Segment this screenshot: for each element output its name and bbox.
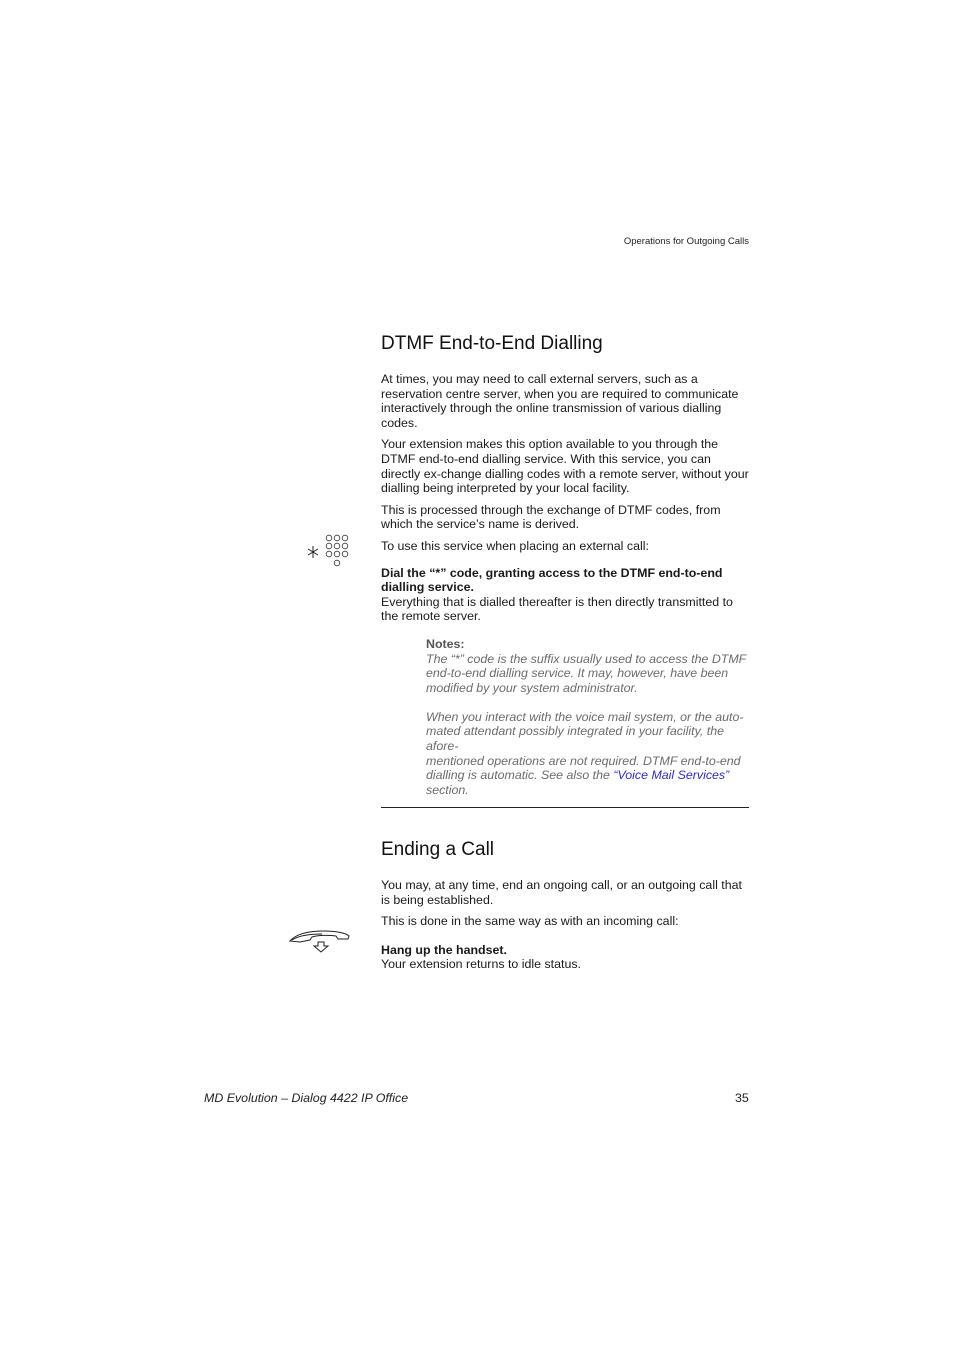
hang-up-handset-icon xyxy=(286,928,352,961)
dtmf-para-4: To use this service when placing an external call: xyxy=(381,538,649,553)
section-divider xyxy=(381,807,749,808)
note-2-line-1: When you interact with the voice mail system, or the auto-mated attendant possibly integrated in your facility, the afore- xyxy=(426,709,744,754)
dtmf-para-3: This is processed through the exchange of DTMF codes, from which the service’s name is derived. xyxy=(381,502,721,532)
dtmf-title: DTMF End-to-End Dialling xyxy=(381,333,603,354)
footer-page-number: 35 xyxy=(735,1091,749,1105)
running-header: Operations for Outgoing Calls xyxy=(623,236,749,247)
dtmf-step-text: Everything that is dialled thereafter is then directly transmitted to the remote server. xyxy=(381,594,733,624)
ending-para-2: This is done in the same way as with an incoming call: xyxy=(381,914,679,929)
note-2-suffix: section. xyxy=(426,782,469,797)
keypad-icon xyxy=(324,533,352,574)
footer-doc-title: MD Evolution – Dialog 4422 IP Office xyxy=(204,1091,409,1105)
dtmf-step-title: Dial the “*” code, granting access to the DTMF end-to-end dialling service. xyxy=(381,565,723,595)
dtmf-section xyxy=(381,333,749,797)
dtmf-para-2: Your extension makes this option available to you through the DTMF end-to-end dialling service. With this service, you can directly ex-change dialling codes with a remote server, without your dialling being interpreted by your local facility. xyxy=(381,437,749,496)
ending-para-1: You may, at any time, end an ongoing call, or an outgoing call that is being established. xyxy=(381,878,742,907)
ending-title: Ending a Call xyxy=(381,839,495,860)
notes-title: Notes: xyxy=(426,636,465,651)
voice-mail-services-link[interactable]: “Voice Mail Services” xyxy=(613,768,730,783)
dtmf-para-1: At times, you may need to call external servers, such as a reservation centre server, when you are required to communicate interactively through the online transmission of various dialling codes. xyxy=(381,372,739,430)
star-key-icon xyxy=(306,545,320,564)
ending-section xyxy=(381,839,749,979)
dtmf-notes xyxy=(426,637,749,798)
note-1: The “*” code is the suffix usually used to access the DTMF end-to-end dialling service. It may, however, have been modified by your system administrator. xyxy=(426,651,746,695)
note-2-line-2 xyxy=(426,754,749,798)
ending-step-text: Your extension returns to idle status. xyxy=(381,957,581,972)
note-2-prefix: mentioned operations are not required. DTMF end-to-end dialling is automatic. See also the xyxy=(426,753,741,783)
ending-step-title: Hang up the handset. xyxy=(381,942,507,957)
